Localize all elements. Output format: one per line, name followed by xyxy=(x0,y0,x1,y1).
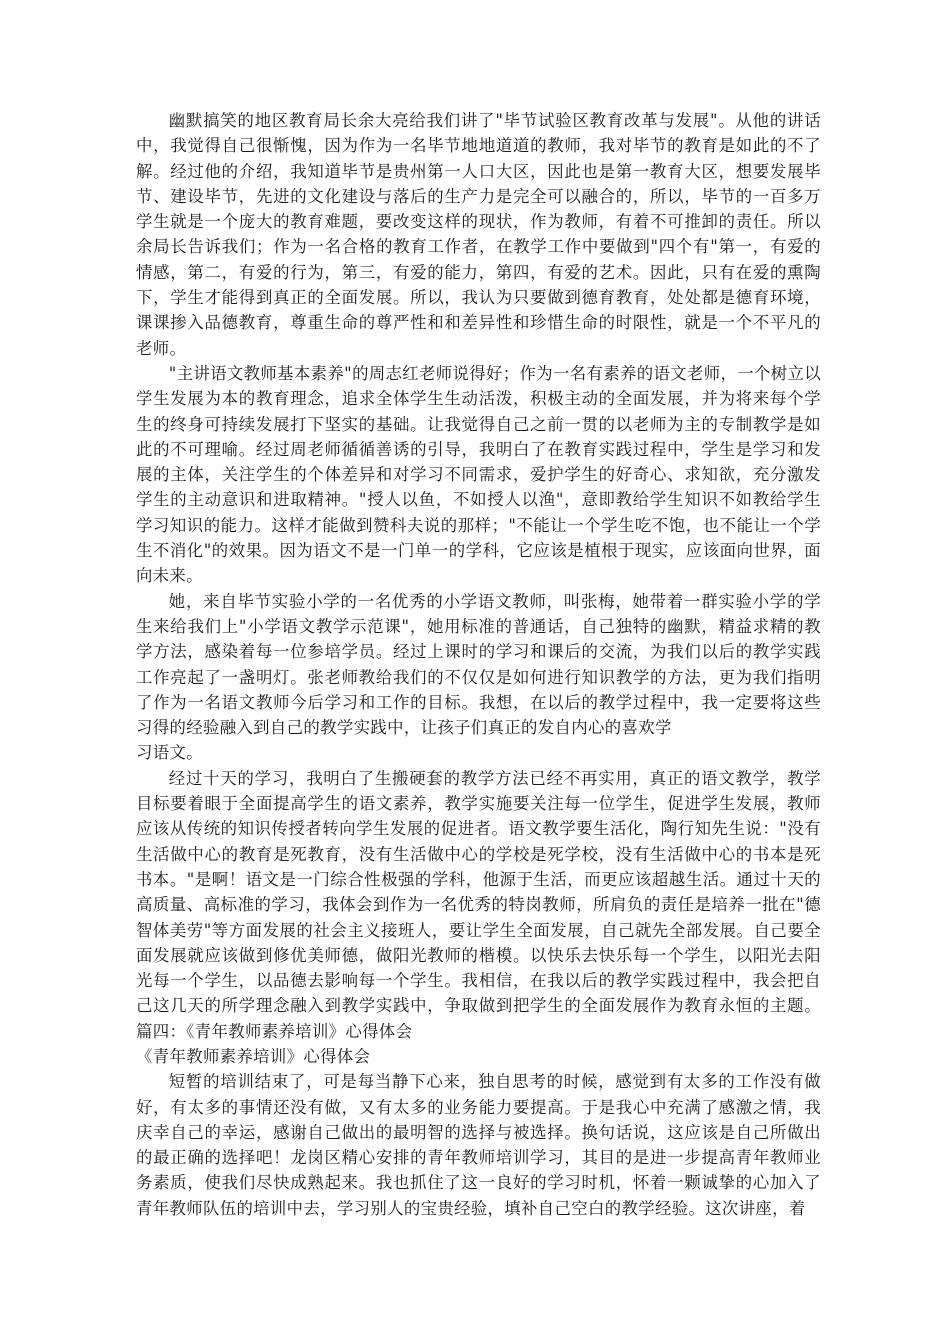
paragraph-education-reform: 幽默搞笑的地区教育局长余大亮给我们讲了"毕节试验区教育改革与发展"。从他的讲话中，我觉得自己很惭愧，因为作为一名毕节地地道道的教师，我对毕节的教育是如此的不了解。经过他的介绍，我知道毕节是贵州第一人口大区，因此也是第一教育大区，想要发展毕节、建设毕节，先进的文化建设与落后的生产力是完全可以融合的，所以，毕节的一百多万学生就是一个庞大的教育难题，要改变这样的现状，作为教师，有着不可推卸的责任。所以余局长告诉我们；作为一名合格的教育工作者，在教学工作中要做到"四个有"第一，有爱的情感，第二，有爱的行为，第三，有爱的能力，第四，有爱的艺术。因此，只有在爱的熏陶下，学生才能得到真正的全面发展。所以，我认为只要做到德育教育，处处都是德育环境，课课掺入品德教育，尊重生命的尊严性和和差异性和珍惜生命的时限性，就是一个不平凡的老师。 xyxy=(136,111,821,358)
paragraph-continuation: 习语文。 xyxy=(136,743,203,763)
paragraph-chinese-teacher-literacy: "主讲语文教师基本素养"的周志红老师说得好；作为一名有素养的语文老师，一个树立以学生发展为本的教育理念，追求全体学生生动活泼，积极主动的全面发展，并为将来每个学生的终身可持续发展打下坚实的基础。让我觉得自己之前一贯的以老师为主的专制教学是如此的不可理喻。经过周老师循循善诱的引导，我明白了在教育实践过程中，学生是学习和发展的主体，关注学生的个体差异和对学习不同需求，爱护学生的好奇心、求知欲，充分激发学生的主动意识和进取精神。"授人以鱼，不如授人以渔"，意即教给学生知识不如教给学生学习知识的能力。这样才能做到赞科夫说的那样；"不能让一个学生吃不饱，也不能让一个学生不消化"的效果。因为语文不是一门单一的学科，它应该是植根于现实，应该面向世界，面向未来。 xyxy=(136,363,821,586)
paragraph-ten-days-study: 经过十天的学习，我明白了生搬硬套的教学方法已经不再实用，真正的语文教学，教学目标要着眼于全面提高学生的语文素养，教学实施要关注每一位学生，促进学生发展，教师应该从传统的知识传授者转向学生发展的促进者。语文教学要生活化，陶行知先生说："没有生活做中心的教育是死教育，没有生活做中心的学校是死学校，没有生活做中心的书本是死书本。"是啊！语文是一门综合性极强的学科，他源于生活，而更应该超越生活。通过十天的高质量、高标准的学习，我体会到作为一名优秀的特岗教师，所肩负的责任是培养一批在"德智体美劳"等方面发展的社会主义接班人，要让学生全面发展，自己就先全部发展。自己要全面发展就应该做到修优美师德，做阳光教师的楷模。以快乐去快乐每一个学生，以阳光去阳光每一个学生，以品德去影响每一个学生。我相信，在我以后的教学实践过程中，我会把自己这几天的所学理念融入到教学实践中，争取做到把学生的全面发展作为教育永恒的主题。篇四：《青年教师素养培训》心得体会 xyxy=(136,768,821,1041)
paragraph-training-ended: 短暂的培训结束了，可是每当静下心来，独自思考的时候，感觉到有太多的工作没有做好，有太多的事情还没有做，又有太多的业务能力要提高。于是我心中充满了感激之情，我庆幸自己的幸运，感谢自己做出的最明智的选择与被选择。换句话说，这应该是自己所做出的最正确的选择吧！龙岗区精心安排的青年教师培训学习，其目的是进一步提高青年教师业务素质，使我们尽快成熟起来。我也抓住了这一良好的学习时机，怀着一颗诚挚的心加入了青年教师队伍的培训中去，学习别人的宝贵经验，填补自己空白的教学经验。这次讲座，着 xyxy=(136,1072,821,1218)
section-title: 《青年教师素养培训》心得体会 xyxy=(136,1046,371,1066)
paragraph-demonstration-class: 她，来自毕节实验小学的一名优秀的小学语文教师，叫张梅，她带着一群实验小学的学生来给我们上"小学语文教学示范课"，她用标准的普通话，自己独特的幽默，精益求精的教学方法，感染着每一位参培学员。经过上课时的学习和课后的交流，为我们以后的教学实践工作亮起了一盏明灯。张老师教给我们的不仅仅是如何进行知识教学的方法，更为我们指明了作为一名语文教师今后学习和工作的目标。我想，在以后的教学过程中，我一定要将这些习得的经验融入到自己的教学实践中，让孩子们真正的发自内心的喜欢学 xyxy=(136,591,821,738)
document-page xyxy=(136,108,821,1221)
